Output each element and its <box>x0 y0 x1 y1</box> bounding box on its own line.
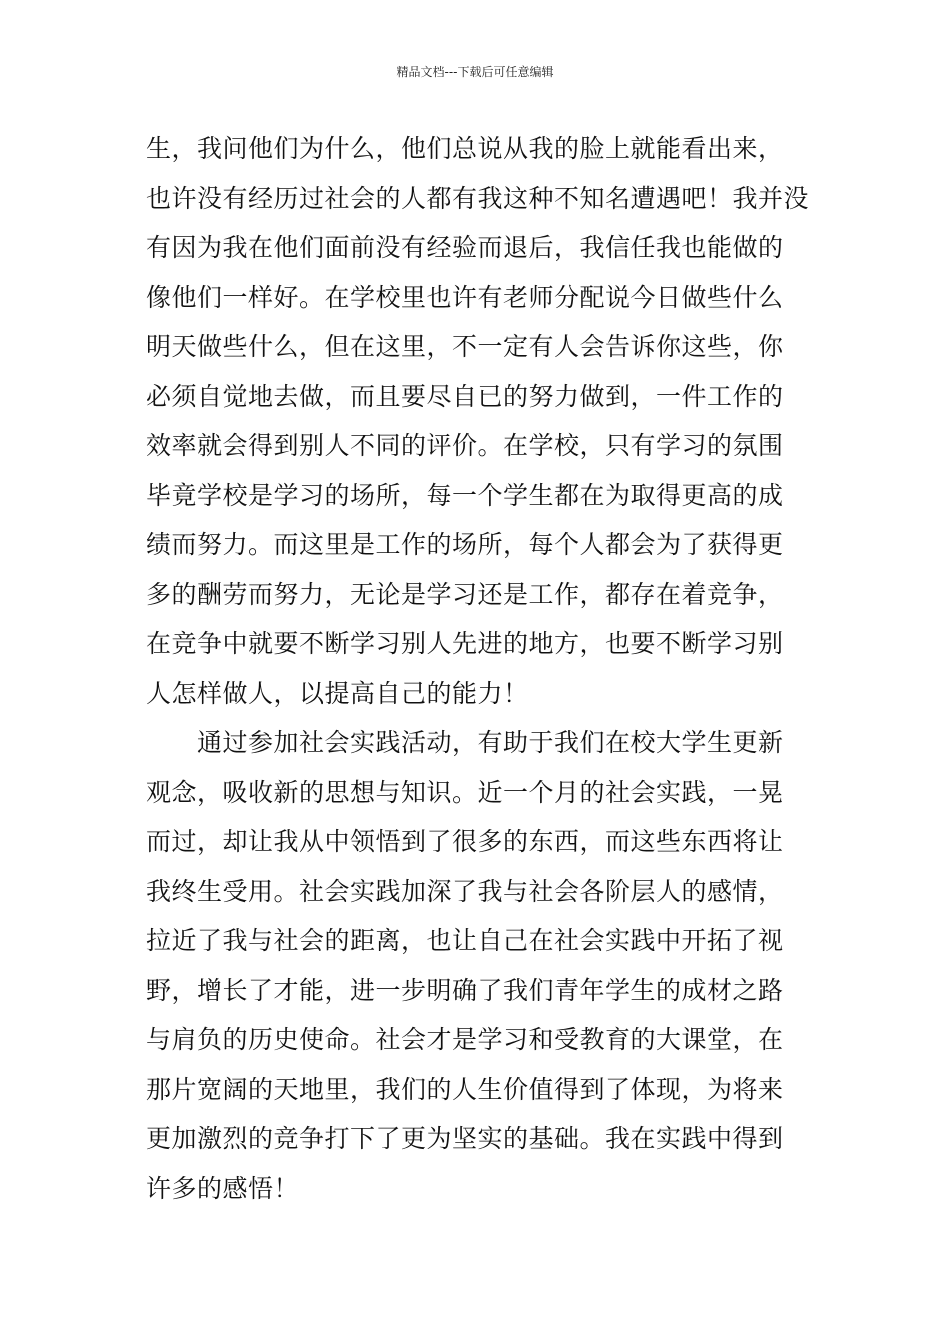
text-line-13: 通过参加社会实践活动，有助于我们在校大学生更新 <box>146 728 784 757</box>
text-line-10: 多的酬劳而努力，无论是学习还是工作，都存在着竞争， <box>146 579 784 609</box>
text-line-12: 人怎样做人，以提高自己的能力！ <box>146 678 529 708</box>
text-line-11: 在竞争中就要不断学习别人先进的地方，也要不断学习别 <box>146 629 784 658</box>
text-line-6: 必须自觉地去做，而且要尽自已的努力做到，一件工作的 <box>146 381 784 411</box>
document-body <box>146 124 810 1213</box>
text-line-22: 许多的感悟！ <box>146 1173 300 1203</box>
text-line-4: 像他们一样好。在学校里也许有老师分配说今日做些什么 <box>146 282 784 312</box>
text-line-2: 也许没有经历过社会的人都有我这种不知名遭遇吧！我并没 <box>146 183 810 213</box>
text-line-9: 绩而努力。而这里是工作的场所，每个人都会为了获得更 <box>146 530 784 559</box>
text-line-19: 与肩负的历史使命。社会才是学习和受教育的大课堂，在 <box>146 1025 784 1054</box>
text-line-15: 而过，却让我从中领悟到了很多的东西，而这些东西将让 <box>146 827 784 856</box>
text-line-18: 野，增长了才能，进一步明确了我们青年学生的成材之路 <box>146 975 784 1005</box>
text-line-16: 我终生受用。社会实践加深了我与社会各阶层人的感情， <box>146 876 784 906</box>
text-line-1: 生，我问他们为什么，他们总说从我的脸上就能看出来， <box>146 134 784 163</box>
text-line-20: 那片宽阔的天地里，我们的人生价值得到了体现，为将来 <box>146 1074 784 1104</box>
text-line-17: 拉近了我与社会的距离，也让自己在社会实践中开拓了视 <box>146 926 784 955</box>
text-line-14: 观念，吸收新的思想与知识。近一个月的社会实践，一晃 <box>146 777 784 807</box>
text-line-7: 效率就会得到别人不同的评价。在学校，只有学习的氛围 <box>146 431 784 460</box>
page-header: 精品文档---下载后可任意编辑 <box>396 65 554 79</box>
text-line-8: 毕竟学校是学习的场所，每一个学生都在为取得更高的成 <box>146 480 784 510</box>
text-line-3: 有因为我在他们面前没有经验而退后，我信任我也能做的 <box>146 233 784 262</box>
text-line-21: 更加激烈的竞争打下了更为坚实的基础。我在实践中得到 <box>146 1124 784 1153</box>
text-line-5: 明天做些什么，但在这里，不一定有人会告诉你这些，你 <box>146 332 784 361</box>
